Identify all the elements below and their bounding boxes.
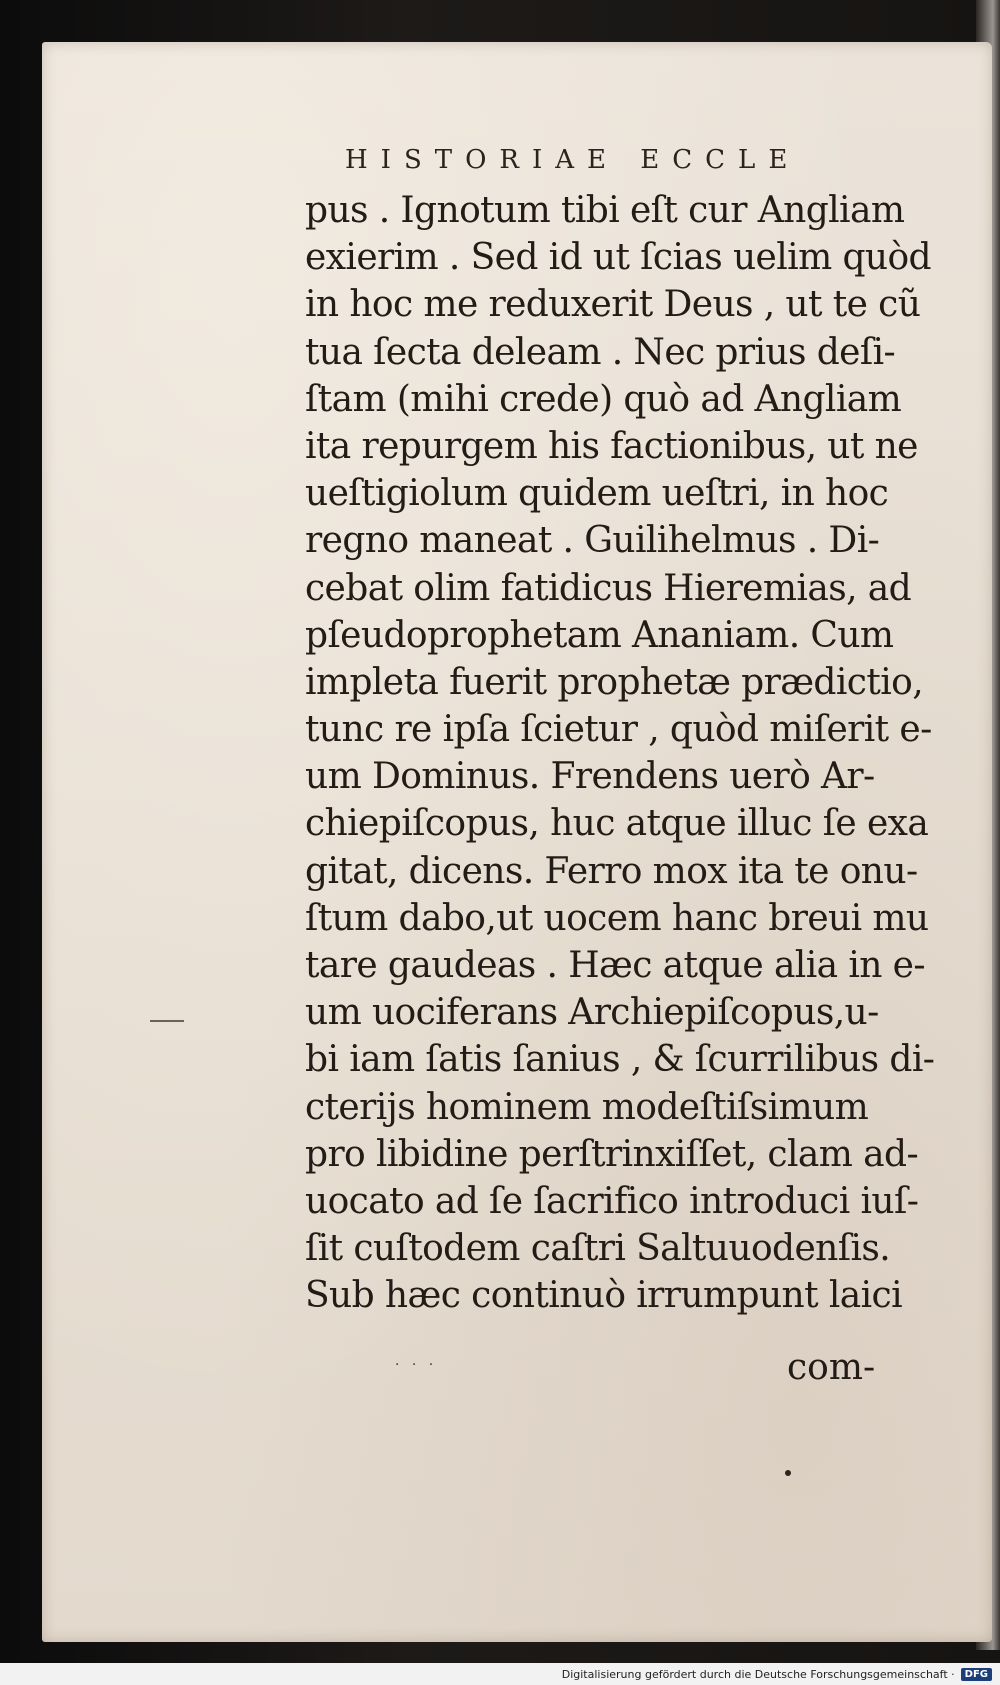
text-line: Sub hæc continuò irrumpunt laici (305, 1275, 903, 1317)
text-line: chiepiſcopus, huc atque illuc ſe exa (305, 803, 929, 845)
text-line: ſtum dabo,ut uocem hanc breui mu (305, 897, 929, 939)
ornament-dots: · · · (395, 1357, 438, 1373)
digitization-footer (0, 1663, 1000, 1685)
margin-mark (150, 1020, 184, 1022)
text-line: ſit cuſtodem caſtri Saltuuodenſis. (305, 1228, 891, 1270)
text-line: um uociferans Archiepiſcopus,u- (305, 992, 879, 1034)
text-line: ueſtigiolum quidem ueſtri, in hoc (305, 473, 889, 515)
catchword: com- (787, 1347, 876, 1388)
text-line: tua ſecta deleam . Nec prius deſi- (305, 331, 896, 373)
footer-credit: Digitalisierung gefördert durch die Deutsche Forschungsgemeinschaft · (561, 1667, 955, 1681)
text-line: cterijs hominem modeſtiſsimum (305, 1086, 869, 1128)
text-line: pſeudoprophetam Ananiam. Cum (305, 614, 894, 656)
text-line: tare gaudeas . Hæc atque alia in e- (305, 945, 925, 986)
dfg-logo-icon: DFG (961, 1668, 992, 1681)
running-head: HISTORIAE ECCLE (345, 145, 801, 175)
body-text (305, 187, 945, 1320)
text-line: pus . Ignotum tibi eſt cur Angliam (305, 190, 905, 231)
text-line: uocato ad ſe ſacrifico introduci iuſ- (305, 1180, 919, 1222)
text-line: gitat, dicens. Ferro mox ita te onu- (305, 850, 918, 892)
text-line: exierim . Sed id ut ſcias uelim quòd (305, 237, 931, 279)
text-line: regno maneat . Guilihelmus . Di- (305, 520, 880, 562)
text-line: tunc re ipſa ſcietur , quòd miſerit e- (305, 709, 932, 751)
ink-spot (785, 1470, 791, 1476)
text-line: in hoc me reduxerit Deus , ut te cũ (305, 284, 921, 326)
text-line: bi iam ſatis ſanius , & ſcurrilibus di- (305, 1039, 935, 1081)
text-line: ſtam (mihi crede) quò ad Angliam (305, 378, 902, 420)
text-line: ita repurgem his factionibus, ut ne (305, 425, 918, 467)
text-line: cebat olim fatidicus Hieremias, ad (305, 567, 912, 609)
text-line: impleta fuerit prophetæ prædictio, (305, 661, 924, 703)
text-line: pro libidine perſtrinxiſſet, clam ad- (305, 1133, 919, 1175)
text-line: um Dominus. Frendens uerò Ar- (305, 756, 875, 798)
